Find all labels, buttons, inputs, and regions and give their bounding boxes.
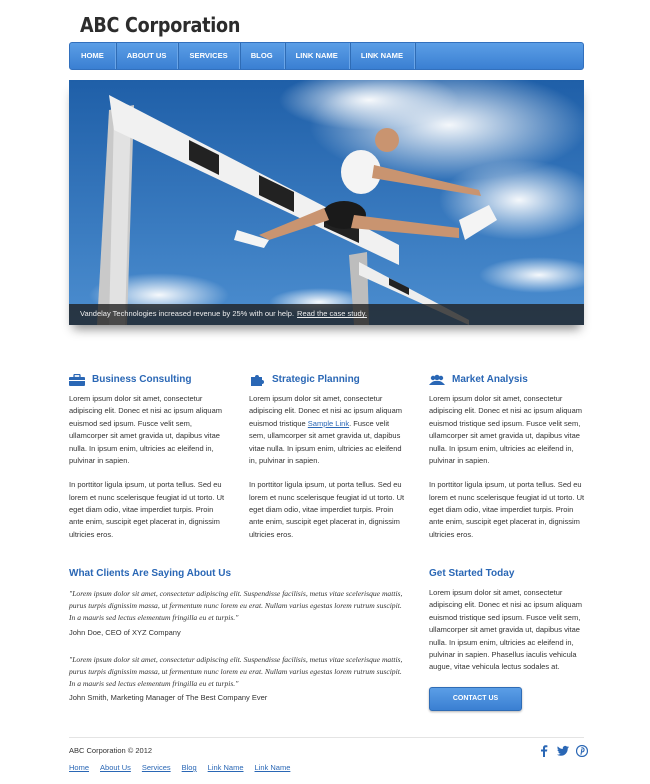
sample-link[interactable]: Sample Link <box>307 418 350 428</box>
footer-link-services[interactable]: Services <box>141 763 171 772</box>
footer-link-link-name-1[interactable]: Link Name <box>207 763 244 772</box>
get-started-text: Lorem ipsum dolor sit amet, consectetur adipiscing elit. Donec et nisi ac ipsum aliquam euismod tristique sed ipsum. Fusce velit sem, ullamcorper sit amet gravida ut, dapibus vitae nulla. In ipsum enim, ultricies ac eleifend in, pulvinar in sapien. Phasellus iaculis vehicula augue, vitae vehicula lectus sodales at. <box>429 588 582 672</box>
nav-item-home[interactable]: HOME <box>70 43 116 69</box>
facebook-icon[interactable] <box>538 745 550 757</box>
pinterest-icon[interactable] <box>576 745 588 757</box>
main-nav <box>69 42 584 70</box>
footer-link-link-name-2[interactable]: Link Name <box>254 763 291 772</box>
footer-link-home[interactable]: Home <box>69 763 90 772</box>
contact-us-button[interactable]: CONTACT US <box>429 687 522 711</box>
column-paragraph: Lorem ipsum dolor sit amet, consectetur adipiscing elit. Donec et nisi ac ipsum aliquam euismod sed ipsum. Fusce velit sem, ullamcorper sit amet gravida ut, dapibus vitae nulla. In ipsum enim, ultricies ac eleifend in, pulvinar in sapien. <box>69 394 222 465</box>
site-logo[interactable]: ABC Corporation <box>80 13 241 37</box>
nav-item-services[interactable]: SERVICES <box>178 43 239 69</box>
briefcase-icon <box>69 374 85 386</box>
testimonials-title: What Clients Are Saying About Us <box>69 568 232 579</box>
column-paragraph: In porttitor ligula ipsum, ut porta tellus. Sed eu lorem et nunc scelerisque feugiat id ut torto. Ut eget diam odio, vitae imperdiet turpis. Proin ante enim, suscipit eget placerat in, dignissim ultricies eros. <box>69 480 225 539</box>
footer-links <box>69 762 290 774</box>
column-paragraph: In porttitor ligula ipsum, ut porta tellus. Sed eu lorem et nunc scelerisque feugiat id ut torto. Ut eget diam odio, vitae imperdiet turpis. Proin ante enim, suscipit eget placerat in, dignissim ultricies eros. <box>429 480 585 539</box>
nav-item-blog[interactable]: BLOG <box>240 43 285 69</box>
hero-banner <box>69 80 584 325</box>
column-title: Business Consulting <box>92 373 192 385</box>
social-links <box>538 745 588 757</box>
hero-caption-text: Vandelay Technologies increased revenue by 25% with our help. <box>80 309 295 319</box>
testimonial-author: John Doe, CEO of XYZ Company <box>69 628 181 637</box>
column-paragraph: In porttitor ligula ipsum, ut porta tellus. Sed eu lorem et nunc scelerisque feugiat id ut torto. Ut eget diam odio, vitae imperdiet turpis. Proin ante enim, suscipit eget placerat in, dignissim ultricies eros. <box>249 480 405 539</box>
column-strategic-planning <box>249 372 407 553</box>
hero-image <box>69 80 584 325</box>
puzzle-icon <box>249 374 265 386</box>
twitter-icon[interactable] <box>557 745 569 757</box>
testimonial-quote: "Lorem ipsum dolor sit amet, consectetur adipiscing elit. Suspendisse facilisis, metus vitae scelerisque mattis, purus turpis dignissim massa, ut fermentum nunc lorem eu erat. Nullam varius egestas lorem rutrum suscipit. In a mauris sed lectus elementum fringilla eu et turpis." <box>69 655 403 689</box>
case-study-link[interactable]: Read the case study. <box>297 309 367 319</box>
column-market-analysis <box>429 372 587 553</box>
footer-link-blog[interactable]: Blog <box>181 763 197 772</box>
hero-caption <box>69 304 584 325</box>
get-started-title: Get Started Today <box>429 568 515 579</box>
column-business-consulting <box>69 372 227 553</box>
column-paragraph: Lorem ipsum dolor sit amet, consectetur adipiscing elit. Donec et nisi ac ipsum aliquam euismod tristique Sample Link. Fusce velit sem, ullamcorper sit amet gravida ut, dapibus vitae nulla. In ipsum enim, ultricies ac eleifend in, pulvinar in sapien. <box>249 394 402 465</box>
copyright: ABC Corporation © 2012 <box>69 746 153 755</box>
testimonial-quote: "Lorem ipsum dolor sit amet, consectetur adipiscing elit. Suspendisse facilisis, metus vitae scelerisque mattis, purus turpis dignissim massa, ut fermentum nunc lorem eu erat. Nullam varius egestas lorem rutrum suscipit. In a mauris sed lectus elementum fringilla eu et turpis." <box>69 589 403 623</box>
nav-item-link-name-1[interactable]: LINK NAME <box>285 43 350 69</box>
testimonial-author: John Smith, Marketing Manager of The Best Company Ever <box>69 693 268 702</box>
users-icon <box>429 374 445 386</box>
footer-link-about-us[interactable]: About Us <box>100 763 131 772</box>
nav-item-about-us[interactable]: ABOUT US <box>116 43 179 69</box>
footer-divider <box>69 737 584 738</box>
column-title: Market Analysis <box>452 373 528 385</box>
column-title: Strategic Planning <box>272 373 360 385</box>
nav-item-link-name-2[interactable]: LINK NAME <box>350 43 415 69</box>
column-paragraph: Lorem ipsum dolor sit amet, consectetur adipiscing elit. Donec et nisi ac ipsum aliquam euismod tristique sed ipsum. Fusce velit sem, ullamcorper sit amet gravida ut, dapibus vitae nulla. In ipsum enim, ultricies ac eleifend in, pulvinar in sapien. <box>429 394 582 465</box>
